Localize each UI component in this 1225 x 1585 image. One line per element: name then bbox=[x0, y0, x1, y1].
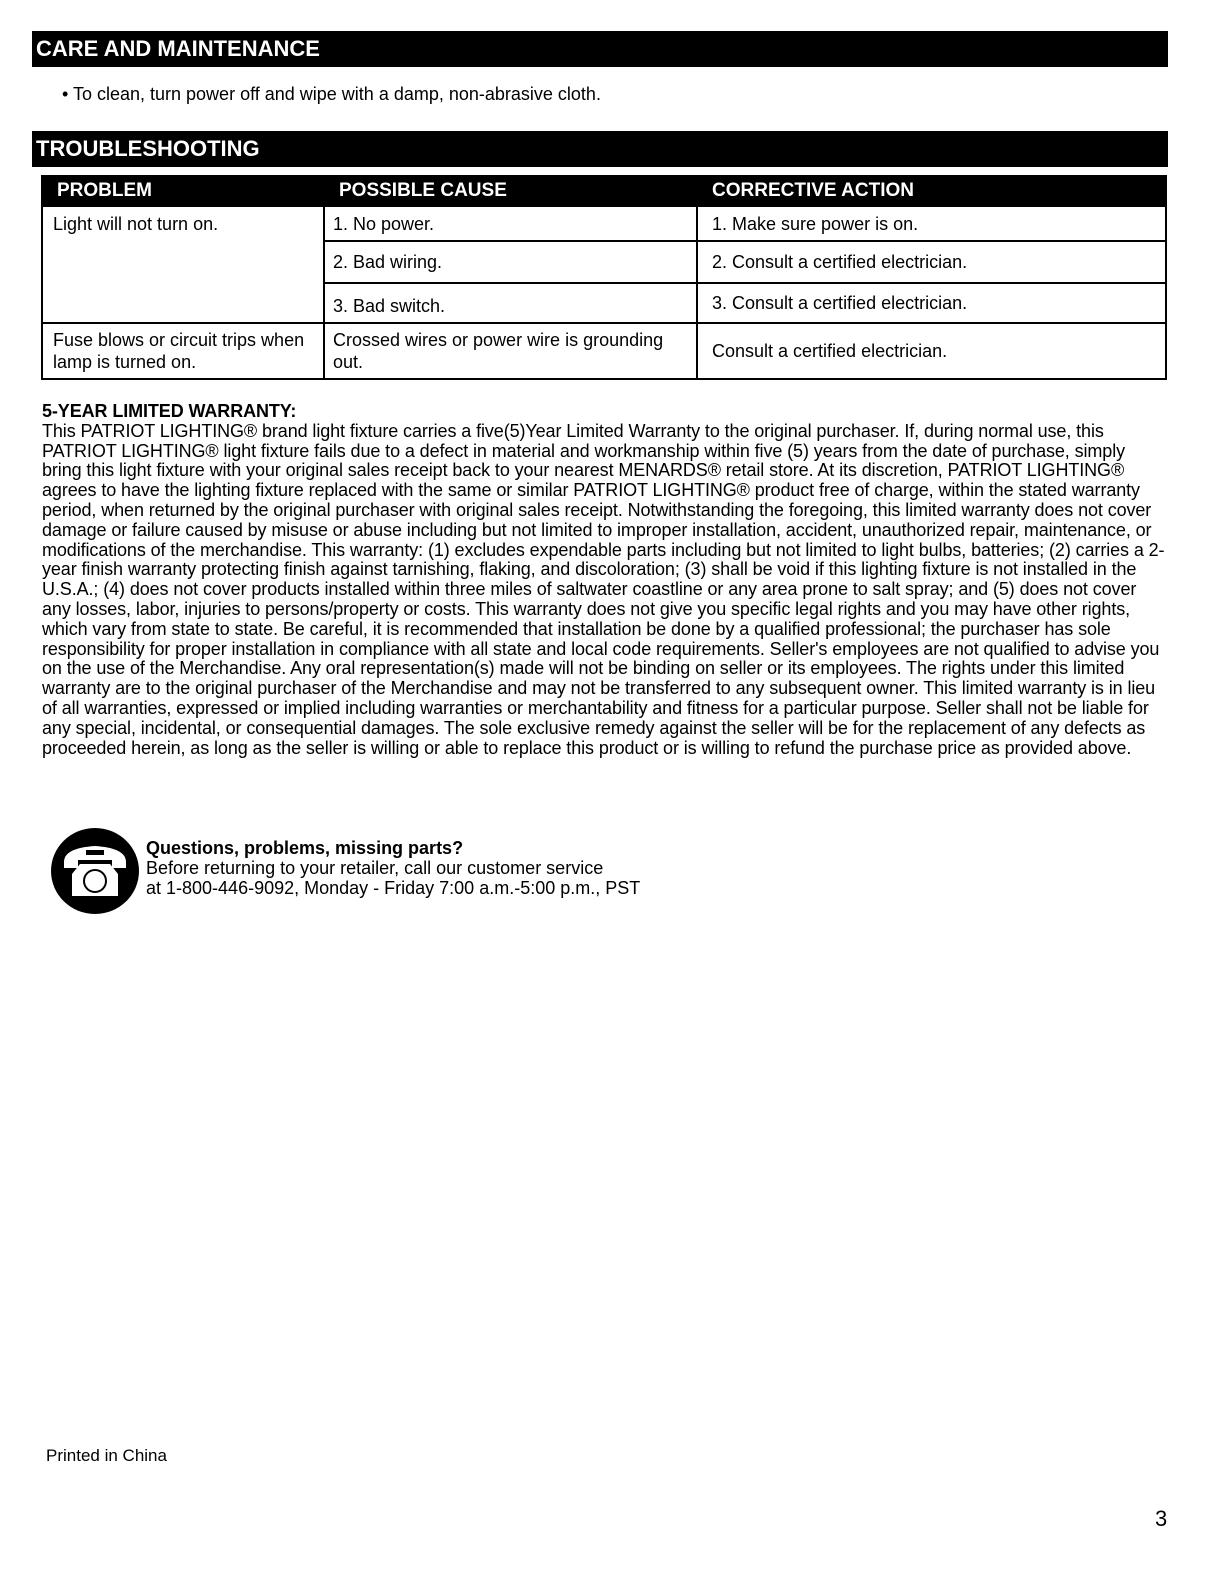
action-cell: 2. Consult a certified electrician. bbox=[697, 241, 1166, 283]
warranty-body: This PATRIOT LIGHTING® brand light fixture carries a five(5)Year Limited Warranty to the original purchaser. If, during normal use, this PATRIOT LIGHTING® light fixture fails due to a defect in material and workmanship within five (5) years from the date of purchase, simply bring this light fixture with your original sales receipt back to your nearest MENARDS® retail store. At its discretion, PATRIOT LIGHTING® agrees to have the lighting fixture replaced with the same or similar PATRIOT LIGHTING® product free of charge, within the stated warranty period, when returned by the original purchaser with original sales receipt. Notwithstanding the foregoing, this limited warranty does not cover damage or failure caused by misuse or abuse including but not limited to improper installation, accident, unauthorized repair, maintenance, or modifications of the merchandise. This warranty: (1) excludes expendable parts including but not limited to light bulbs, batteries; (2) carries a 2-year finish warranty protecting finish against tarnishing, flaking, and discoloration; (3) shall be void if this lighting fixture is not installed in the U.S.A.; (4) does not cover products installed within three miles of saltwater coastline or any area prone to salt spray; and (5) does not cover any losses, labor, injuries to persons/property or costs. This warranty does not give you specific legal rights and you may have other rights, which vary from state to state. Be careful, it is recommended that installation be done by a qualified professional; the purchaser has sole responsibility for proper installation in compliance with all state and local code requirements. Seller's employees are not qualified to advise you on the use of the Merchandise. Any oral representation(s) made will not be binding on seller or its employees. The rights under this limited warranty are to the original purchaser of the Merchandise and may not be transferred to any subsequent owner. This limited warranty is in lieu of all warranties, expressed or implied including warranties or merchantability and fitness for a particular purpose. Seller shall not be liable for any special, incidental, or consequential damages. The sole exclusive remedy against the seller will be for the replacement of any defects as proceeded herein, as long as the seller is willing or able to replace this product or is willing to refund the purchase price as provided above. bbox=[42, 420, 1165, 758]
care-maintenance-heading: CARE AND MAINTENANCE bbox=[32, 31, 1168, 67]
column-header-action: CORRECTIVE ACTION bbox=[697, 176, 1166, 206]
problem-cell: Fuse blows or circuit trips when lamp is turned on. bbox=[42, 323, 324, 379]
action-cell: 1. Make sure power is on. bbox=[697, 206, 1166, 241]
column-header-problem: PROBLEM bbox=[42, 176, 324, 206]
care-instruction: • To clean, turn power off and wipe with a damp, non-abrasive cloth. bbox=[62, 84, 601, 104]
telephone-icon bbox=[50, 826, 140, 916]
contact-line-2: at 1-800-446-9092, Monday - Friday 7:00 a.m.-5:00 p.m., PST bbox=[146, 878, 641, 898]
troubleshooting-table bbox=[41, 175, 1167, 380]
customer-service-info bbox=[146, 838, 640, 898]
problem-cell: Light will not turn on. bbox=[42, 206, 324, 323]
cause-cell: 2. Bad wiring. bbox=[324, 241, 697, 283]
printed-in-label: Printed in China bbox=[46, 1446, 167, 1465]
cause-cell: Crossed wires or power wire is grounding out. bbox=[324, 323, 697, 379]
troubleshooting-heading: TROUBLESHOOTING bbox=[32, 131, 1168, 167]
warranty-section bbox=[42, 402, 1166, 758]
contact-question: Questions, problems, missing parts? bbox=[146, 838, 464, 858]
page-number: 3 bbox=[1155, 1506, 1168, 1531]
contact-line-1: Before returning to your retailer, call our customer service bbox=[146, 858, 604, 878]
cause-cell: 3. Bad switch. bbox=[324, 283, 697, 323]
warranty-title: 5-YEAR LIMITED WARRANTY: bbox=[42, 401, 297, 421]
table-row bbox=[42, 323, 1166, 379]
column-header-cause: POSSIBLE CAUSE bbox=[324, 176, 697, 206]
action-cell: Consult a certified electrician. bbox=[697, 323, 1166, 379]
action-cell: 3. Consult a certified electrician. bbox=[697, 283, 1166, 323]
cause-cell: 1. No power. bbox=[324, 206, 697, 241]
table-row bbox=[42, 206, 1166, 241]
table-header-row bbox=[42, 176, 1166, 206]
